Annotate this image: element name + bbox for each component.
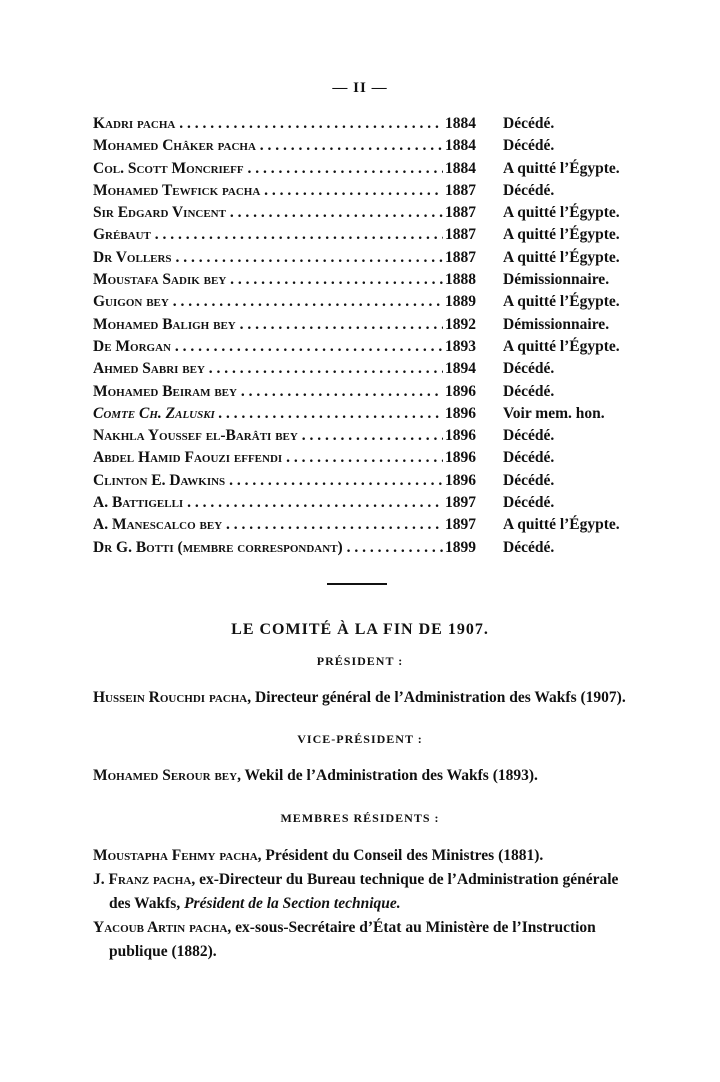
roster-name: A. Manescalco bey . . . (93, 516, 443, 534)
roster-year: 1887 (445, 226, 476, 244)
roster-name: Mohamed Beiram bey . . . (93, 383, 443, 401)
vice-president-heading: VICE-PRÉSIDENT : (297, 732, 423, 746)
roster-year: 1897 (445, 494, 476, 512)
roster-name: Dr Vollers . . . (93, 249, 443, 267)
section-divider (327, 583, 387, 585)
member-role: Président de la Section technique. (184, 895, 401, 912)
roster-year: 1896 (445, 427, 476, 445)
roster-status: A quitté l’Égypte. (503, 159, 620, 177)
roster-year: 1887 (445, 204, 476, 222)
president-entry (93, 686, 638, 710)
roster-year: 1888 (445, 271, 476, 289)
roster-year: 1896 (445, 404, 476, 422)
roster-status: A quitté l’Égypte. (503, 204, 620, 222)
roster-name: Kadri pacha . . . (93, 115, 443, 133)
members-heading: MEMBRES RÉSIDENTS : (280, 811, 440, 825)
roster-name: A. Battigelli . . . (93, 494, 443, 512)
member-description: , ex-sous-Secrétaire d’État au Ministère de l’Instruction publique (1882). (109, 919, 596, 960)
roster-name: Ahmed Sabri bey . . . (93, 360, 443, 378)
member-entry (93, 868, 638, 916)
roster-year: 1889 (445, 293, 476, 311)
roster-row (93, 204, 653, 226)
roster-status: Démissionnaire. (503, 315, 610, 333)
roster-row (93, 360, 653, 382)
roster-status: Décédé. (503, 471, 555, 489)
roster-status: A quitté l’Égypte. (503, 293, 620, 311)
roster-row (93, 338, 653, 360)
roster-list (93, 115, 653, 561)
roster-row (93, 115, 653, 137)
roster-row (93, 316, 653, 338)
president-description: , Directeur général de l’Administration des Wakfs (1907). (247, 689, 626, 706)
roster-status: Décédé. (503, 137, 555, 155)
roster-year: 1896 (445, 471, 476, 489)
member-description: , Président du Conseil des Ministres (1881). (257, 847, 544, 864)
roster-row (93, 293, 653, 315)
roster-row (93, 160, 653, 182)
roster-row (93, 383, 653, 405)
roster-year: 1887 (445, 248, 476, 266)
roster-row (93, 249, 653, 271)
roster-name: Moustafa Sadik bey . . . (93, 271, 443, 289)
president-name: Hussein Rouchdi pacha (93, 689, 248, 706)
roster-row (93, 516, 653, 538)
member-entry (93, 916, 638, 964)
roster-name: Mohamed Tewfick pacha . . . (93, 182, 443, 200)
roster-name: Dr G. Botti (membre correspondant) . . . (93, 539, 443, 557)
roster-status: Décédé. (503, 382, 555, 400)
roster-status: Décédé. (503, 427, 555, 445)
member-entry (93, 844, 638, 868)
roster-year: 1896 (445, 449, 476, 467)
roster-status: A quitté l’Égypte. (503, 226, 620, 244)
vice-president-description: , Wekil de l’Administration des Wakfs (1893). (237, 767, 538, 784)
roster-status: Démissionnaire. (503, 271, 610, 289)
roster-status: Décédé. (503, 538, 555, 556)
member-name: J. Franz pacha (93, 871, 192, 888)
roster-name: Sir Edgard Vincent . . . (93, 204, 443, 222)
roster-year: 1896 (445, 382, 476, 400)
roster-name: Mohamed Baligh bey . . . (93, 316, 443, 334)
roster-name: Clinton E. Dawkins . . . (93, 472, 443, 490)
roster-row (93, 137, 653, 159)
committee-title: LE COMITÉ À LA FIN DE 1907. (231, 621, 489, 638)
roster-status: A quitté l’Égypte. (503, 516, 620, 534)
roster-name: Comte Ch. Zaluski . . . (93, 405, 443, 423)
roster-name: Nakhla Youssef el-Barâti bey . . . (93, 427, 443, 445)
members-list (93, 844, 638, 964)
page-number: — II — (332, 80, 388, 96)
roster-row (93, 539, 653, 561)
roster-name: Grébaut . . . (93, 226, 443, 244)
roster-year: 1894 (445, 360, 476, 378)
roster-year: 1899 (445, 538, 476, 556)
roster-status: Voir mem. hon. (503, 404, 605, 422)
roster-row (93, 472, 653, 494)
roster-year: 1892 (445, 315, 476, 333)
member-name: Moustapha Fehmy pacha (93, 847, 258, 864)
roster-name: De Morgan . . . (93, 338, 443, 356)
roster-name: Col. Scott Moncrieff . . . (93, 160, 443, 178)
roster-row (93, 449, 653, 471)
roster-name: Guigon bey . . . (93, 293, 443, 311)
roster-row (93, 182, 653, 204)
roster-status: A quitté l’Égypte. (503, 337, 620, 355)
roster-year: 1884 (445, 137, 476, 155)
roster-year: 1893 (445, 337, 476, 355)
roster-year: 1884 (445, 115, 476, 132)
roster-row (93, 494, 653, 516)
roster-year: 1884 (445, 159, 476, 177)
roster-name: Mohamed Châker pacha . . . (93, 137, 443, 155)
roster-name: Abdel Hamid Faouzi effendi . . . (93, 449, 443, 467)
roster-year: 1887 (445, 181, 476, 199)
roster-status: Décédé. (503, 360, 555, 378)
roster-status: A quitté l’Égypte. (503, 248, 620, 266)
roster-row (93, 226, 653, 248)
roster-row (93, 405, 653, 427)
roster-status: Décédé. (503, 181, 555, 199)
roster-status: Décédé. (503, 115, 555, 132)
vice-president-name: Mohamed Serour bey (93, 767, 238, 784)
member-description: , ex-Directeur du Bureau technique de l’Administration générale des Wakfs, (109, 871, 619, 912)
member-name: Yacoub Artin pacha (93, 919, 228, 936)
roster-status: Décédé. (503, 449, 555, 467)
roster-row (93, 427, 653, 449)
roster-year: 1897 (445, 516, 476, 534)
roster-status: Décédé. (503, 494, 555, 512)
vice-president-entry (93, 764, 638, 788)
president-heading: PRÉSIDENT : (316, 654, 404, 668)
roster-row (93, 271, 653, 293)
